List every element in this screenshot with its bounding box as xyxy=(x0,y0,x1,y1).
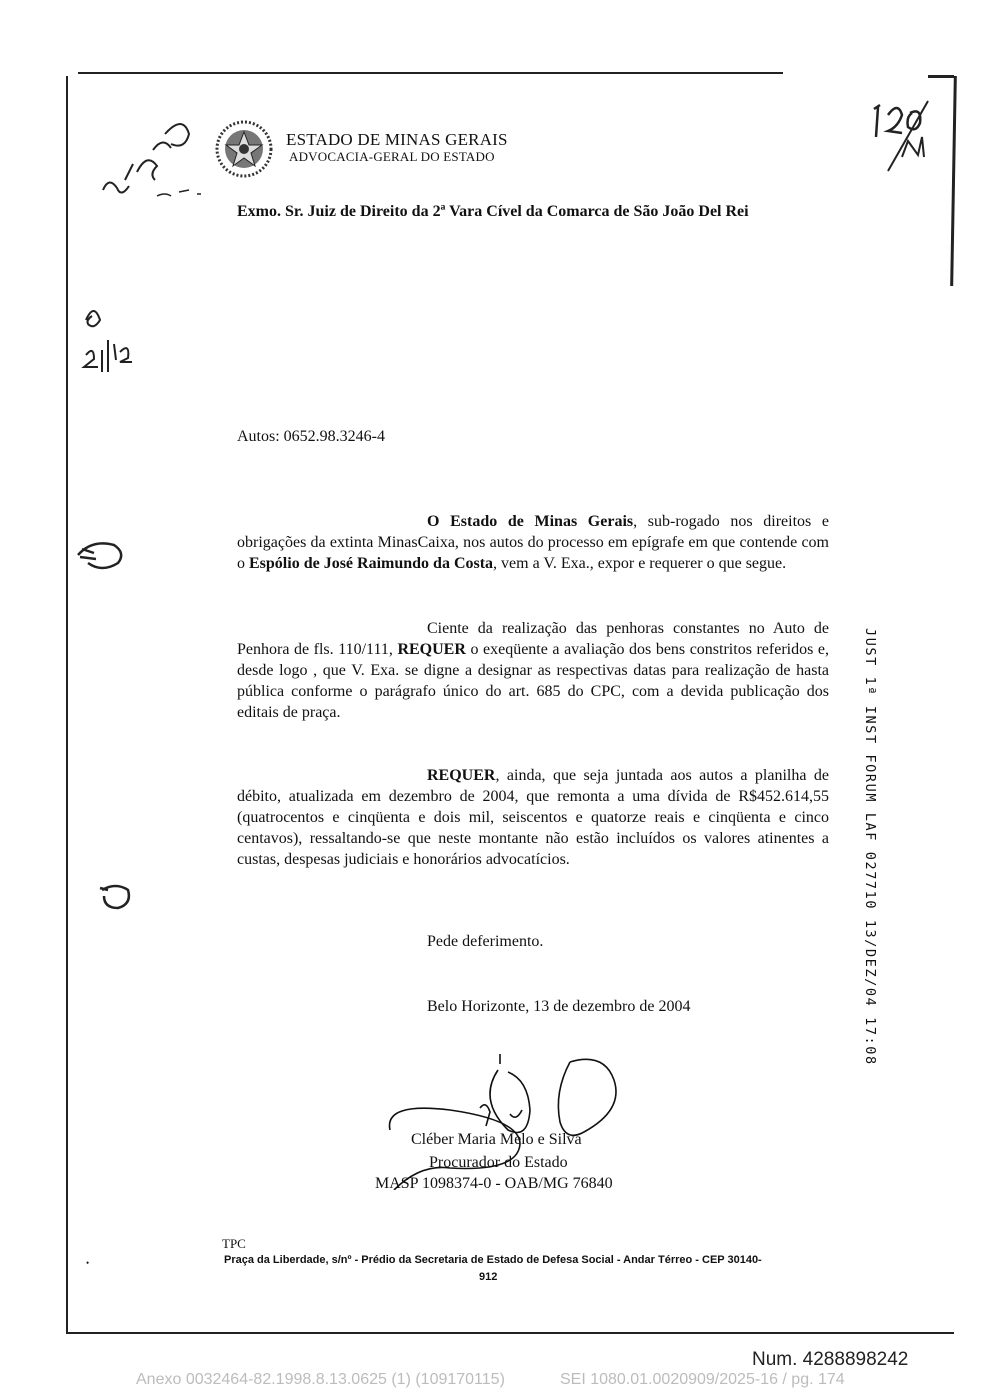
folio-number xyxy=(862,96,864,97)
left-rule xyxy=(66,76,68,1334)
handwritten-initials-icon xyxy=(95,110,215,210)
paragraph-2 xyxy=(237,618,829,723)
sei-reference: SEI 1080.01.0020909/2025-16 / pg. 174 xyxy=(560,1371,845,1388)
hole-punch-mark-icon xyxy=(72,535,132,575)
footer-bullet: • xyxy=(86,1258,90,1268)
protocol-stamp: JUST 1ª INST FORUM LAF 027710 13/DEZ/04 17:08 xyxy=(862,628,878,1066)
paragraph-3 xyxy=(237,765,829,870)
footer-code: TPC xyxy=(222,1236,246,1251)
handwritten-date-icon xyxy=(80,300,150,375)
place-date: Belo Horizonte, 13 de dezembro de 2004 xyxy=(427,998,691,1015)
p2-text-c: o exeqüente a avaliação dos bens constritos referidos e, desde logo , que V. Exa. se digne a designar as respectivas datas para realização de hasta pública conforme o parágrafo único do art. 685 do CPC, com a devida publicação dos editais de praça. xyxy=(237,641,829,721)
p3-text-a: , ainda, que seja juntada aos autos a planilha de débito, atualizada em dezembro de 2004, que remonta a uma dívida de R$452.614,55 (quatrocentos e cinqüenta e dois mil, seiscentos e quatorze reais e cinqüenta e cinco centavos), ressaltando-se que neste montante não estão incluídos os valores atinentes a custas, despesas judiciais e honorários advocatícios. xyxy=(237,767,829,868)
annex-reference: Anexo 0032464-82.1998.8.13.0625 (1) (109170115) xyxy=(136,1371,505,1388)
coat-of-arms-icon xyxy=(213,118,275,180)
right-rule xyxy=(950,76,957,286)
document-number: Num. 4288898242 xyxy=(752,1349,909,1370)
p1-text-c: , vem a V. Exa., expor e requerer o que segue. xyxy=(493,555,787,572)
paragraph-1 xyxy=(237,511,829,574)
hole-punch-mark-icon-2 xyxy=(96,880,136,916)
signatory-title: Procurador do Estado xyxy=(429,1154,568,1171)
signatory-name: Cléber Maria Melo e Silva xyxy=(411,1131,582,1148)
header-agency-name: ADVOCACIA-GERAL DO ESTADO xyxy=(289,149,495,164)
top-rule xyxy=(78,72,783,74)
closing: Pede deferimento. xyxy=(427,933,544,950)
signatory-ids: MASP 1098374-0 - OAB/MG 76840 xyxy=(375,1175,613,1192)
p1-bold-lead: O Estado de Minas Gerais xyxy=(427,513,634,530)
case-number: Autos: 0652.98.3246-4 xyxy=(237,428,385,445)
header-state-name: ESTADO DE MINAS GERAIS xyxy=(286,130,508,149)
addressee: Exmo. Sr. Juiz de Direito da 2ª Vara Cível da Comarca de São João Del Rei xyxy=(237,203,749,220)
p1-bold-b: Espólio de José Raimundo da Costa xyxy=(249,555,494,572)
p2-bold-b: REQUER xyxy=(397,641,466,658)
footer-address-line2: 912 xyxy=(479,1271,498,1283)
footer-address-line1: Praça da Liberdade, s/nº - Prédio da Secretaria de Estado de Defesa Social - Andar Térreo - CEP 30140- xyxy=(224,1254,762,1266)
p2-text-a: Ciente da realização das penhoras constantes no Auto de Penhora de fls. 110/111, xyxy=(237,620,829,658)
folio-number-icon xyxy=(868,95,948,175)
right-rule-cap xyxy=(928,75,954,78)
bottom-rule xyxy=(66,1332,954,1334)
p3-bold-lead: REQUER xyxy=(427,767,496,784)
p1-text-a: , sub-rogado nos direitos e obrigações da extinta MinasCaixa, nos autos do processo em epígrafe em que contende com o xyxy=(237,513,829,572)
